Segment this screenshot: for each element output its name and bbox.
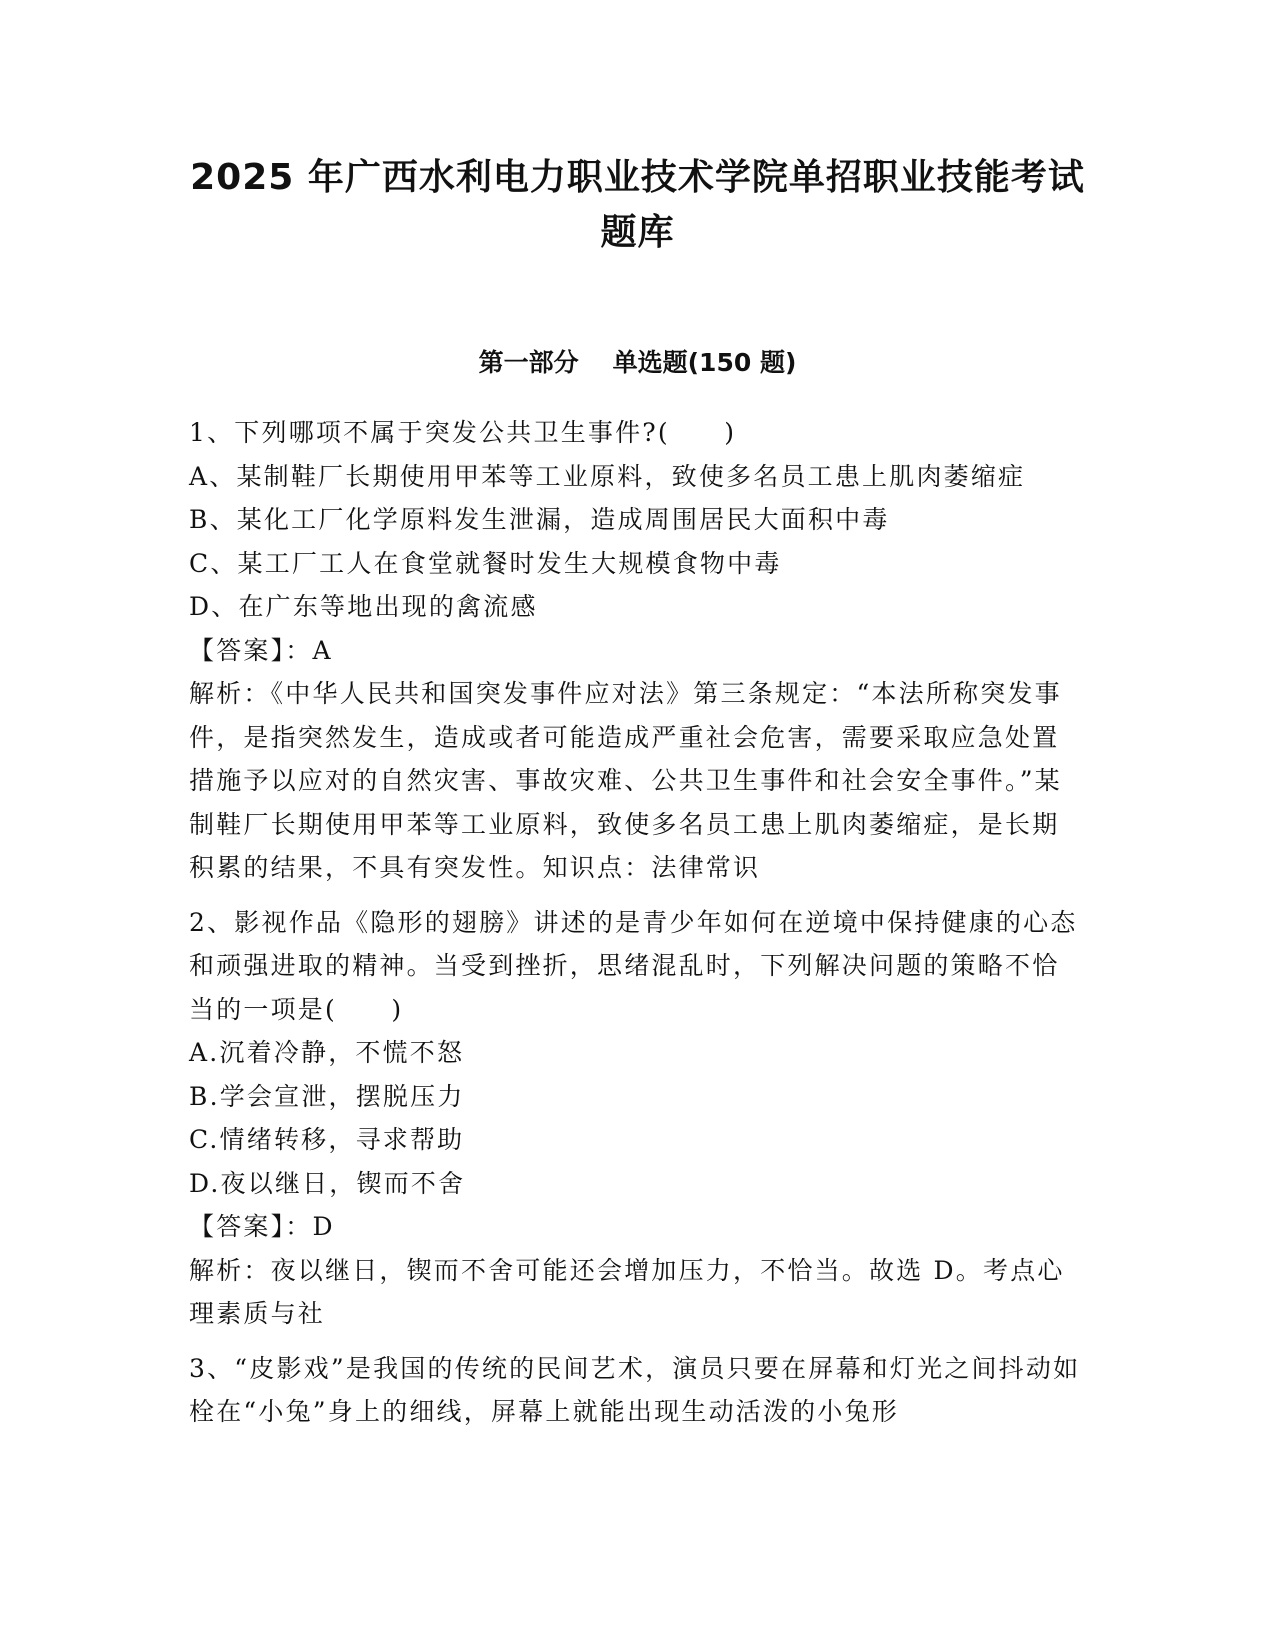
document-title-line-2: 题库 [600,212,675,253]
option-b: B.学会宣泄，摆脱压力 [189,1081,465,1111]
option-a: A.沉着冷静，不慌不怒 [189,1038,465,1067]
option-c: C、某工厂工人在食堂就餐时发生大规模食物中毒 [189,548,782,578]
question-item [189,411,1089,890]
option-a: A、某制鞋厂长期使用甲苯等工业原料，致使多名员工患上肌肉萎缩症 [189,461,1026,491]
answer-label: 【答案】：D [189,1212,335,1241]
question-item [189,901,1089,1336]
question-stem: 2、影视作品《隐形的翅膀》讲述的是青少年如何在逆境中保持健康的心态和顽强进取的精神。当受到挫折，思绪混乱时，下列解决问题的策略不恰当的一项是( ) [189,907,1078,1024]
option-c: C.情绪转移，寻求帮助 [189,1125,465,1154]
question-list [189,411,1089,1434]
analysis-text: 解析：《中华人民共和国突发事件应对法》第三条规定：“本法所称突发事件，是指突然发生，造成或者可能造成严重社会危害，需要采取应急处置措施予以应对的自然灾害、事故灾难、公共卫生事件和社会安全事件。”某制鞋厂长期使用甲苯等工业原料，致使多名员工患上肌肉萎缩症，是长期积累的结果，不具有突发性。知识点：法律常识 [189,679,1062,882]
document-title-line-1: 2025 年广西水利电力职业技术学院单招职业技能考试 [190,157,1085,198]
answer-label: 【答案】：A [189,635,333,665]
question-stem: 3、“皮影戏”是我国的传统的民间艺术，演员只要在屏幕和灯光之间抖动如栓在“小兔”身上的细线，屏幕上就能出现生动活泼的小兔形 [189,1353,1081,1426]
option-b: B、某化工厂化学原料发生泄漏，造成周围居民大面积中毒 [189,505,890,534]
option-d: D、在广东等地出现的禽流感 [189,592,538,621]
question-item [189,1347,1089,1434]
analysis-text: 解析：夜以继日，锲而不舍可能还会增加压力，不恰当。故选 D。考点心理素质与社 [189,1255,1065,1328]
option-d: D.夜以继日，锲而不舍 [189,1168,466,1198]
section-part: 第一部分 [478,348,579,377]
document-title [150,150,1125,260]
section-name: 单选题(150 题) [612,348,797,377]
section-heading [150,346,1125,380]
question-stem: 1、下列哪项不属于突发公共卫生事件?( ) [189,418,737,447]
